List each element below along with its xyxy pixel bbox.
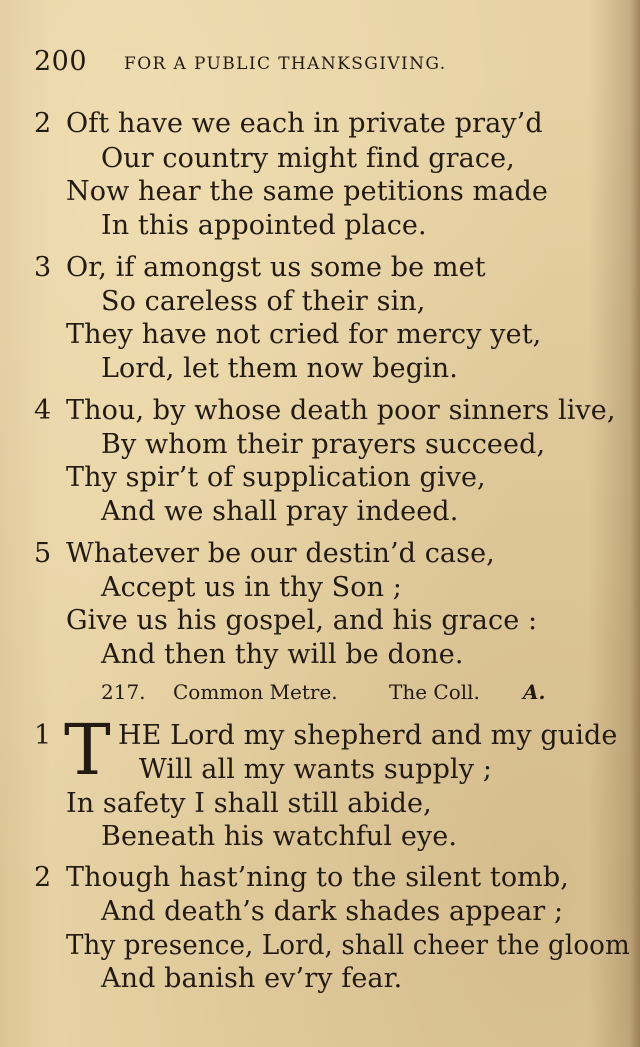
verse-line: And death’s dark shades appear ; (101, 896, 564, 927)
verse-line: Thou, by whose death poor sinners live, (66, 395, 616, 426)
verse-line: Will all my wants supply ; (139, 754, 493, 785)
verse-line: Accept us in thy Son ; (101, 572, 402, 603)
page-number: 200 (34, 46, 88, 77)
verse-line: In safety I shall still abide, (66, 788, 432, 819)
verse-line: Beneath his watchful eye. (101, 821, 458, 852)
running-title: FOR A PUBLIC THANKSGIVING. (124, 54, 447, 74)
hymn-number: 217. (101, 680, 146, 704)
hymn-metre: Common Metre. (173, 680, 338, 704)
stanza-number: 2 (34, 108, 52, 139)
verse-line: Whatever be our destin’d case, (66, 538, 495, 569)
verse-line: And we shall pray indeed. (101, 496, 459, 527)
hymn-tune: The Coll. (389, 680, 480, 704)
verse-line: Or, if amongst us some be met (66, 252, 486, 283)
verse-line: By whom their prayers succeed, (101, 429, 546, 460)
stanza-number: 3 (34, 252, 52, 283)
verse-line: And banish ev’ry fear. (101, 963, 403, 994)
stanza-number: 2 (34, 862, 52, 893)
hymn-author: A. (523, 680, 546, 704)
verse-line: In this appointed place. (101, 210, 427, 241)
verse-line: HE Lord my shepherd and my guide (118, 720, 618, 751)
verse-line: Lord, let them now begin. (101, 353, 458, 384)
verse-line: Now hear the same petitions made (66, 176, 548, 207)
verse-line: Though hast’ning to the silent tomb, (66, 862, 569, 893)
stanza-number: 1 (34, 720, 52, 751)
verse-line: And then thy will be done. (101, 639, 464, 670)
page-edge-shadow (630, 0, 640, 1047)
verse-line: Thy spir’t of supplication give, (66, 462, 486, 493)
stanza-number: 4 (34, 395, 52, 426)
verse-line: Our country might find grace, (101, 143, 515, 174)
verse-line: Give us his gospel, and his grace : (66, 605, 538, 636)
page-header (34, 46, 634, 86)
verse-line: Oft have we each in private pray’d (66, 108, 543, 139)
verse-line: Thy presence, Lord, shall cheer the gloom (66, 930, 630, 961)
drop-cap: T (64, 709, 111, 791)
stanza-number: 5 (34, 538, 52, 569)
verse-line: So careless of their sin, (101, 286, 426, 317)
verse-line: They have not cried for mercy yet, (66, 319, 542, 350)
